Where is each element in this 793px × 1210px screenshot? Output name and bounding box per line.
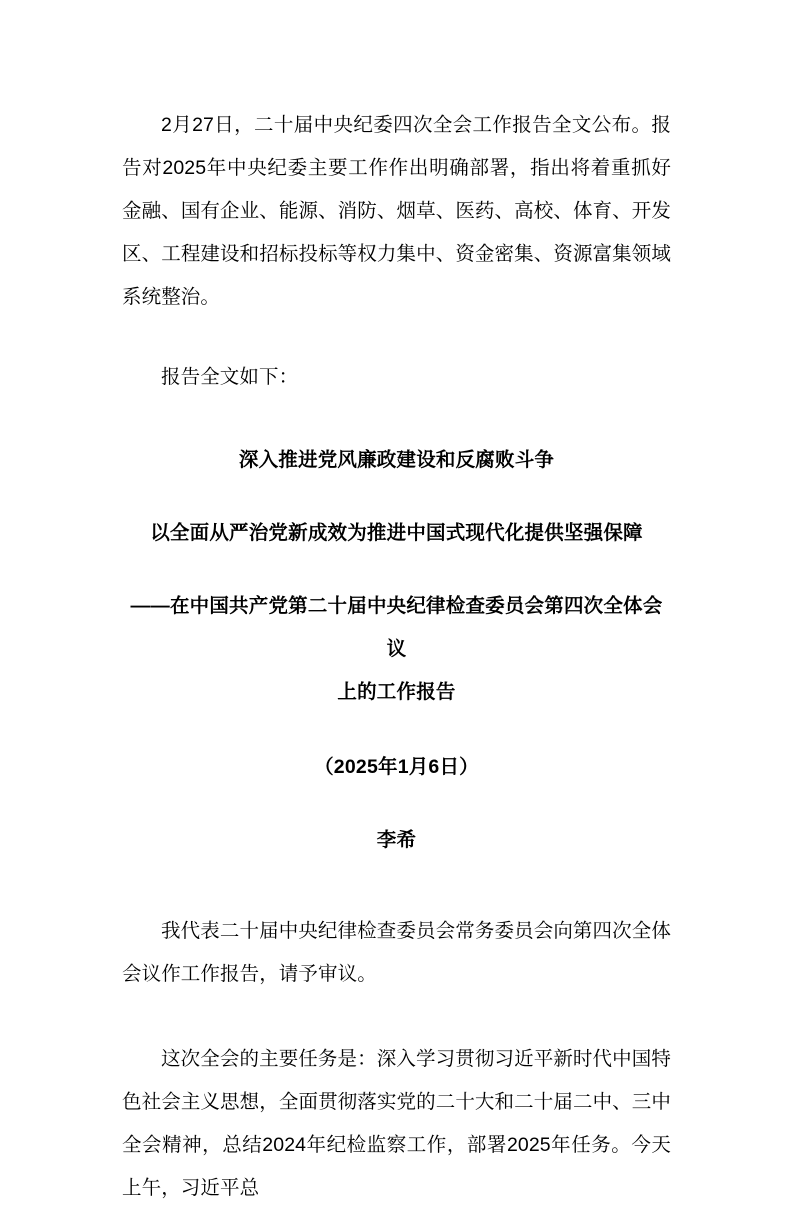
report-author: 李希 bbox=[376, 829, 417, 851]
report-title-line-2: 以全面从严治党新成效为推进中国式现代化提供坚强保障 bbox=[150, 522, 643, 544]
report-title-line-1: 深入推进党风廉政建设和反腐败斗争 bbox=[238, 449, 555, 471]
body-paragraph-2: 这次全会的主要任务是：深入学习贯彻习近平新时代中国特色社会主义思想，全面贯彻落实党的二十大和二十届二中、三中全会精神，总结2024年纪检监察工作，部署2025年任务。今天上午，习近平总 bbox=[122, 1048, 671, 1199]
report-title-block bbox=[122, 439, 671, 862]
body-paragraph-1: 我代表二十届中央纪律检查委员会常务委员会向第四次全体会议作工作报告，请予审议。 bbox=[122, 920, 671, 985]
lead-paragraph: 2月27日，二十届中央纪委四次全会工作报告全文公布。报告对2025年中央纪委主要工作作出明确部署，指出将着重抓好金融、国有企业、能源、消防、烟草、医药、高校、体育、开发区、工程建设和招标投标等权力集中、资金密集、资源富集领域系统整治。 bbox=[122, 114, 671, 308]
report-date: （2025年1月6日） bbox=[314, 756, 479, 778]
document-content bbox=[122, 0, 671, 1210]
intro-paragraph: 报告全文如下： bbox=[161, 366, 299, 388]
report-source-line-1: ——在中国共产党第二十届中央纪律检查委员会第四次全体会议 bbox=[130, 595, 663, 660]
report-source-line-2: 上的工作报告 bbox=[337, 681, 456, 703]
report-source-line bbox=[122, 585, 671, 714]
